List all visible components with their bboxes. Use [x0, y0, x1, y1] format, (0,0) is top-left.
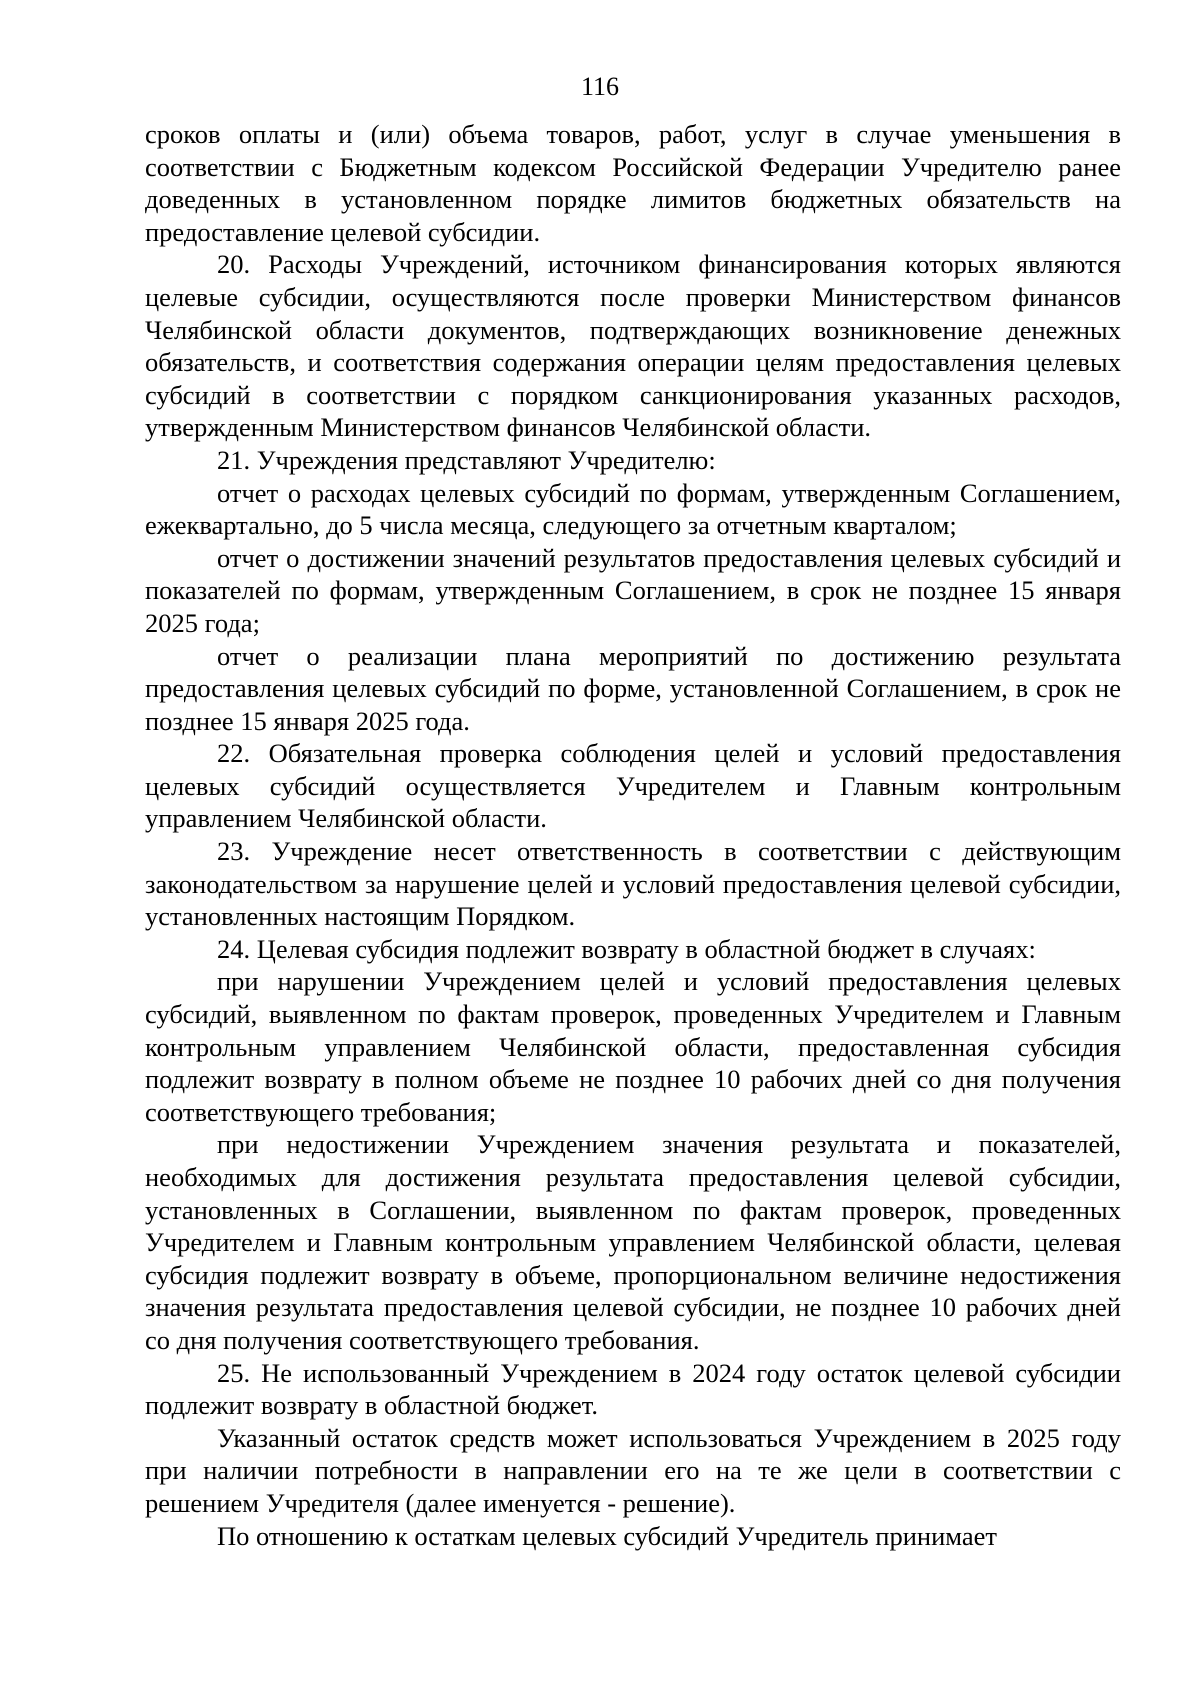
paragraph-item-22: 22. Обязательная проверка соблюдения целей и условий предоставления целевых субсидий осуществляется Учредителем и Главным контрольным управлением Челябинской области. [145, 738, 1121, 834]
paragraph-item-20: 20. Расходы Учреждений, источником финансирования которых являются целевые субсидии, осуществляются после проверки Министерством финансов Челябинской области документов, подтверждающих возникновение денежных обязательств, и соответствия содержания операции целям предоставления целевых субсидий в соответствии с порядком санкционирования указанных расходов, утвержденным Министерством финансов Челябинской области. [145, 249, 1121, 443]
paragraph-return-underachievement: при недостижении Учреждением значения результата и показателей, необходимых для достижения результата предоставления целевой субсидии, установленных в Соглашении, выявленном по фактам проверок, проведенных Учредителем и Главным контрольным управлением Челябинской области, целевая субсидия подлежит возврату в объеме, пропорциональном величине недостижения значения результата предоставления целевой субсидии, не позднее 10 рабочих дней со дня получения соответствующего требования. [145, 1129, 1121, 1355]
paragraph-item-24: 24. Целевая субсидия подлежит возврату в областной бюджет в случаях: [217, 933, 1036, 964]
paragraph-return-violation: при нарушении Учреждением целей и условий предоставления целевых субсидий, выявленном по фактам проверок, проведенных Учредителем и Главным контрольным управлением Челябинской области, предоставленная субсидия подлежит возврату в полном объеме не позднее 10 рабочих дней со дня получения соответствующего требования; [145, 966, 1121, 1127]
paragraph-report-plan: отчет о реализации плана мероприятий по достижению результата предоставления целевых субсидий по форме, установленной Соглашением, в срок не позднее 15 января 2025 года. [145, 640, 1121, 736]
paragraph-item-23: 23. Учреждение несет ответственность в соответствии с действующим законодательством за нарушение целей и условий предоставления целевой субсидии, установленных настоящим Порядком. [145, 836, 1121, 932]
document-body [145, 118, 1121, 1552]
paragraph-item-21: 21. Учреждения представляют Учредителю: [217, 444, 716, 475]
paragraph-report-expenses: отчет о расходах целевых субсидий по формам, утвержденным Соглашением, ежеквартально, до 5 числа месяца, следующего за отчетным кварталом; [145, 477, 1121, 541]
paragraph-remainders-decision: По отношению к остаткам целевых субсидий Учредитель принимает [217, 1520, 997, 1551]
paragraph-remaining-funds: Указанный остаток средств может использоваться Учреждением в 2025 году при наличии потребности в направлении его на те же цели в соответствии с решением Учредителя (далее именуется - решение). [145, 1422, 1121, 1518]
paragraph-continuation: сроков оплаты и (или) объема товаров, работ, услуг в случае уменьшения в соответствии с Бюджетным кодексом Российской Федерации Учредителю ранее доведенных в установленном порядке лимитов бюджетных обязательств на предоставление целевой субсидии. [145, 119, 1121, 247]
paragraph-item-25: 25. Не использованный Учреждением в 2024 году остаток целевой субсидии подлежит возврату в областной бюджет. [145, 1357, 1121, 1421]
paragraph-report-results: отчет о достижении значений результатов предоставления целевых субсидий и показателей по формам, утвержденным Соглашением, в срок не позднее 15 января 2025 года; [145, 542, 1121, 638]
page-number: 116 [580, 72, 620, 101]
